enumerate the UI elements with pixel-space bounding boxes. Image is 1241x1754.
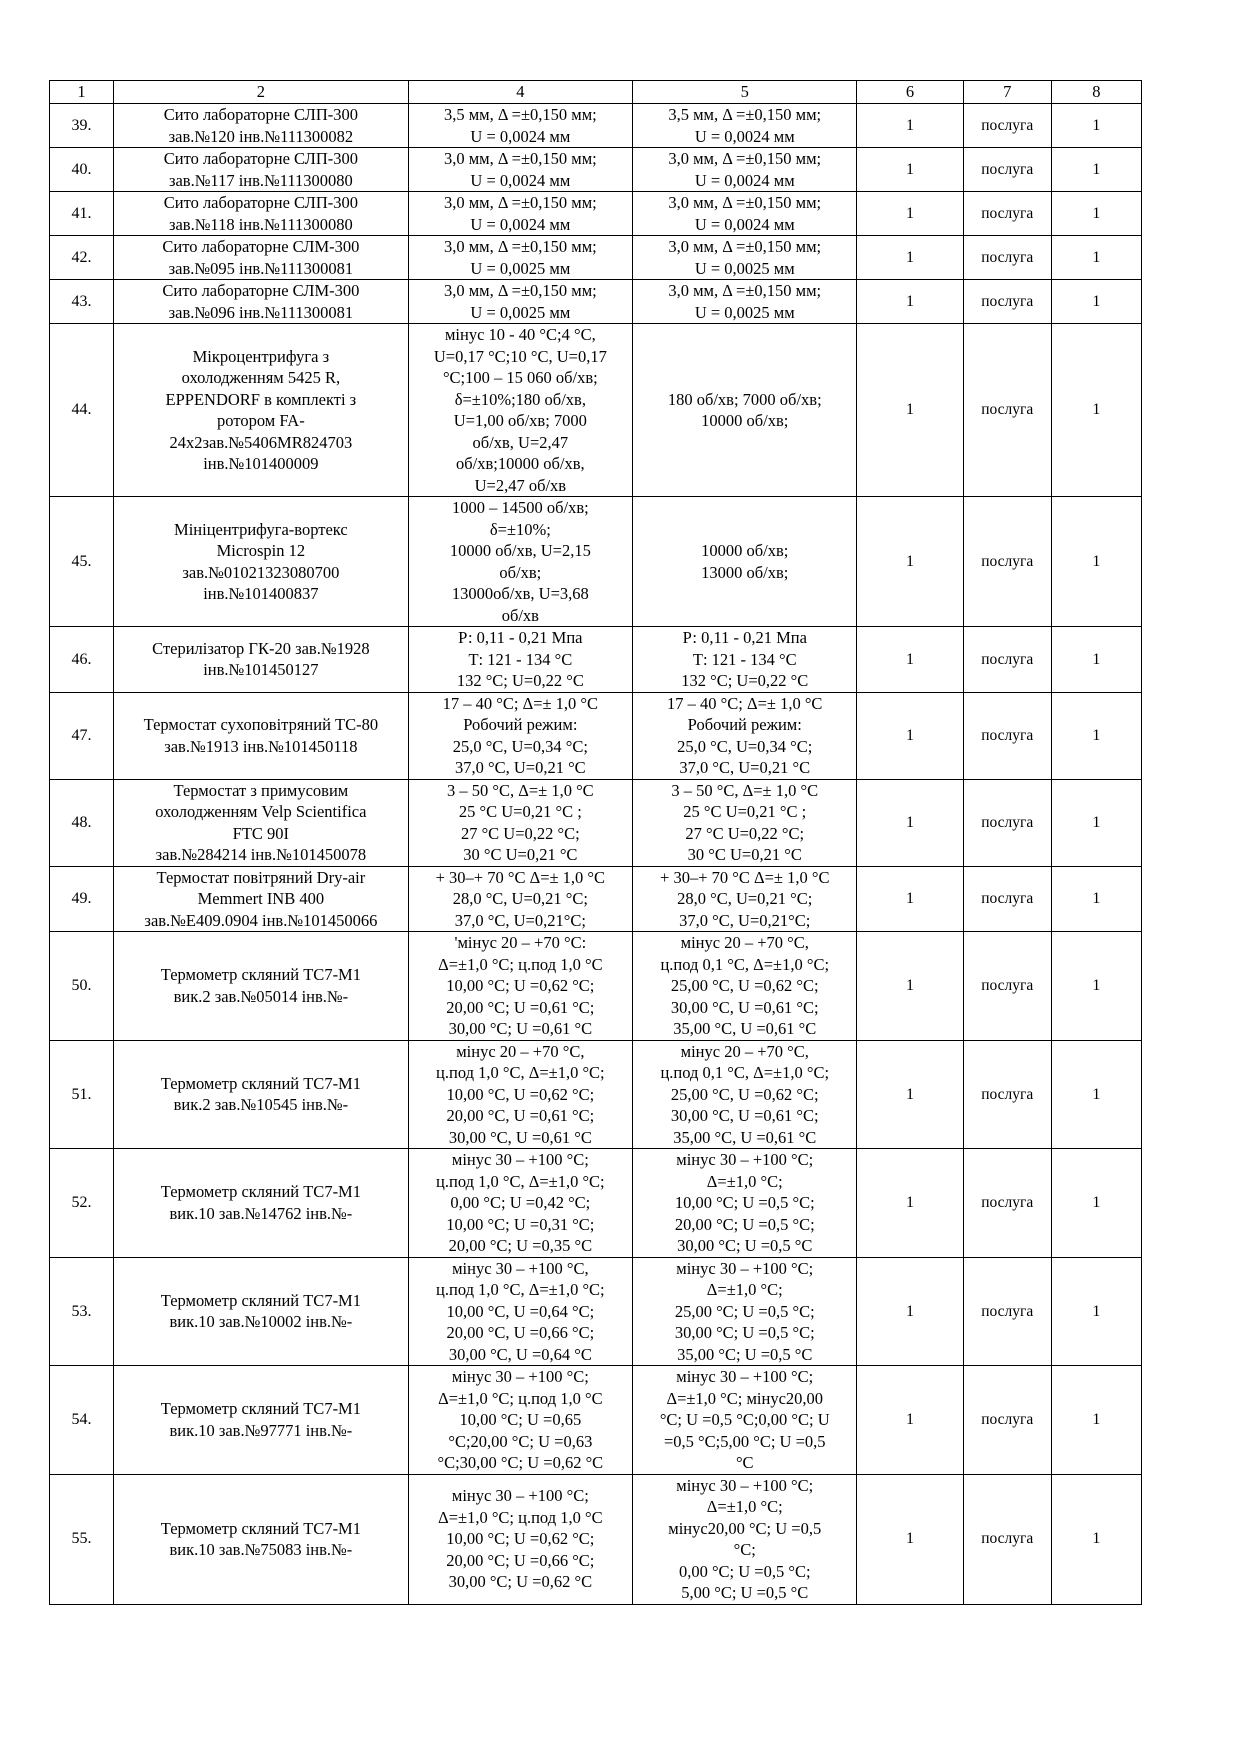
calibration-spec: 180 об/хв; 7000 об/хв; 10000 об/хв;	[633, 324, 857, 497]
count: 1	[1051, 1366, 1141, 1475]
range-spec: мінус 30 – +100 °С, ц.под 1,0 °С, Δ=±1,0 °С; 10,00 °С, U =0,64 °С; 20,00 °С, U =0,66 °С; 30,00 °С, U =0,64 °С	[408, 1257, 632, 1366]
count: 1	[1051, 779, 1141, 866]
service-type: послуга	[963, 192, 1051, 236]
calibration-spec: 3,5 мм, Δ =±0,150 мм; U = 0,0024 мм	[633, 104, 857, 148]
service-type: послуга	[963, 692, 1051, 779]
row-number: 50.	[50, 932, 114, 1041]
service-type: послуга	[963, 236, 1051, 280]
service-type: послуга	[963, 627, 1051, 693]
calibration-spec: 10000 об/хв; 13000 об/хв;	[633, 497, 857, 627]
table-row	[50, 148, 1142, 192]
row-number: 48.	[50, 779, 114, 866]
equipment-name: Сито лабораторне СЛМ-300 зав.№095 інв.№111300081	[114, 236, 409, 280]
table-row	[50, 236, 1142, 280]
quantity: 1	[857, 779, 963, 866]
service-type: послуга	[963, 1257, 1051, 1366]
row-number: 43.	[50, 280, 114, 324]
range-spec: Р: 0,11 - 0,21 Мпа Т: 121 - 134 °С 132 °С; U=0,22 °С	[408, 627, 632, 693]
count: 1	[1051, 1040, 1141, 1149]
header-cell: 6	[857, 81, 963, 104]
quantity: 1	[857, 324, 963, 497]
range-spec: 17 – 40 °С; Δ=± 1,0 °С Робочий режим: 25,0 °С, U=0,34 °С; 37,0 °С, U=0,21 °С	[408, 692, 632, 779]
service-type: послуга	[963, 280, 1051, 324]
row-number: 52.	[50, 1149, 114, 1258]
equipment-name: Термометр скляний ТС7-М1 вик.2 зав.№10545 інв.№-	[114, 1040, 409, 1149]
table-row	[50, 104, 1142, 148]
service-type: послуга	[963, 104, 1051, 148]
count: 1	[1051, 1257, 1141, 1366]
row-number: 39.	[50, 104, 114, 148]
header-row	[50, 81, 1142, 104]
quantity: 1	[857, 104, 963, 148]
service-type: послуга	[963, 1149, 1051, 1258]
calibration-spec: 3 – 50 °С, Δ=± 1,0 °С 25 °С U=0,21 °С ; 27 °С U=0,22 °С; 30 °С U=0,21 °С	[633, 779, 857, 866]
table-row	[50, 1257, 1142, 1366]
calibration-spec: мінус 30 – +100 °С; Δ=±1,0 °С; мінус20,00 °С; U =0,5 °С;0,00 °С; U =0,5 °С;5,00 °С; U =0,5 °С	[633, 1366, 857, 1475]
quantity: 1	[857, 1366, 963, 1475]
quantity: 1	[857, 692, 963, 779]
row-number: 44.	[50, 324, 114, 497]
count: 1	[1051, 1474, 1141, 1604]
range-spec: 'мінус 20 – +70 °С: Δ=±1,0 °С; ц.под 1,0 °С 10,00 °С; U =0,62 °С; 20,00 °С; U =0,61 °С; 30,00 °С; U =0,61 °С	[408, 932, 632, 1041]
header-cell: 1	[50, 81, 114, 104]
range-spec: мінус 10 - 40 °С;4 °С, U=0,17 °С;10 °С, U=0,17 °С;100 – 15 060 об/хв; δ=±10%;180 об/хв, U=1,00 об/хв; 7000 об/хв, U=2,47 об/хв;10000 об/хв, U=2,47 об/хв	[408, 324, 632, 497]
row-number: 42.	[50, 236, 114, 280]
table-row	[50, 866, 1142, 932]
range-spec: + 30–+ 70 °С Δ=± 1,0 °С 28,0 °С, U=0,21 °С; 37,0 °С, U=0,21°С;	[408, 866, 632, 932]
range-spec: 1000 – 14500 об/хв; δ=±10%; 10000 об/хв, U=2,15 об/хв; 13000об/хв, U=3,68 об/хв	[408, 497, 632, 627]
row-number: 45.	[50, 497, 114, 627]
equipment-name: Термостат сухоповітряний ТС-80 зав.№1913 інв.№101450118	[114, 692, 409, 779]
range-spec: 3,5 мм, Δ =±0,150 мм; U = 0,0024 мм	[408, 104, 632, 148]
count: 1	[1051, 692, 1141, 779]
count: 1	[1051, 497, 1141, 627]
calibration-spec: мінус 20 – +70 °С, ц.под 0,1 °С, Δ=±1,0 °С; 25,00 °С, U =0,62 °С; 30,00 °С, U =0,61 °С; 35,00 °С, U =0,61 °С	[633, 932, 857, 1041]
quantity: 1	[857, 1040, 963, 1149]
equipment-name: Термометр скляний ТС7-М1 вик.2 зав.№05014 інв.№-	[114, 932, 409, 1041]
quantity: 1	[857, 627, 963, 693]
count: 1	[1051, 627, 1141, 693]
row-number: 55.	[50, 1474, 114, 1604]
calibration-spec: 3,0 мм, Δ =±0,150 мм; U = 0,0025 мм	[633, 236, 857, 280]
equipment-name: Термометр скляний ТС7-М1 вик.10 зав.№10002 інв.№-	[114, 1257, 409, 1366]
row-number: 49.	[50, 866, 114, 932]
service-type: послуга	[963, 932, 1051, 1041]
calibration-spec: мінус 20 – +70 °С, ц.под 0,1 °С, Δ=±1,0 °С; 25,00 °С, U =0,62 °С; 30,00 °С, U =0,61 °С; 35,00 °С, U =0,61 °С	[633, 1040, 857, 1149]
row-number: 46.	[50, 627, 114, 693]
service-type: послуга	[963, 324, 1051, 497]
table-row	[50, 497, 1142, 627]
count: 1	[1051, 192, 1141, 236]
quantity: 1	[857, 497, 963, 627]
count: 1	[1051, 1149, 1141, 1258]
row-number: 51.	[50, 1040, 114, 1149]
table-row	[50, 932, 1142, 1041]
service-type: послуга	[963, 148, 1051, 192]
table-row	[50, 779, 1142, 866]
equipment-name: Термометр скляний ТС7-М1 вик.10 зав.№75083 інв.№-	[114, 1474, 409, 1604]
count: 1	[1051, 866, 1141, 932]
calibration-spec: 3,0 мм, Δ =±0,150 мм; U = 0,0025 мм	[633, 280, 857, 324]
quantity: 1	[857, 1257, 963, 1366]
equipment-name: Мікроцентрифуга з охолодженням 5425 R, EPPENDORF в комплекті з ротором FA- 24x2зав.№5406MR824703 інв.№101400009	[114, 324, 409, 497]
equipment-name: Термометр скляний ТС7-М1 вик.10 зав.№14762 інв.№-	[114, 1149, 409, 1258]
equipment-name: Сито лабораторне СЛП-300 зав.№120 інв.№111300082	[114, 104, 409, 148]
range-spec: мінус 20 – +70 °С, ц.под 1,0 °С, Δ=±1,0 °С; 10,00 °С, U =0,62 °С; 20,00 °С, U =0,61 °С; 30,00 °С, U =0,61 °С	[408, 1040, 632, 1149]
service-type: послуга	[963, 1366, 1051, 1475]
range-spec: 3 – 50 °С, Δ=± 1,0 °С 25 °С U=0,21 °С ; 27 °С U=0,22 °С; 30 °С U=0,21 °С	[408, 779, 632, 866]
service-type: послуга	[963, 497, 1051, 627]
equipment-name: Сито лабораторне СЛП-300 зав.№117 інв.№111300080	[114, 148, 409, 192]
table-row	[50, 1474, 1142, 1604]
quantity: 1	[857, 148, 963, 192]
range-spec: 3,0 мм, Δ =±0,150 мм; U = 0,0025 мм	[408, 280, 632, 324]
header-cell: 7	[963, 81, 1051, 104]
row-number: 53.	[50, 1257, 114, 1366]
count: 1	[1051, 236, 1141, 280]
service-type: послуга	[963, 1474, 1051, 1604]
calibration-spec: 17 – 40 °С; Δ=± 1,0 °С Робочий режим: 25,0 °С, U=0,34 °С; 37,0 °С, U=0,21 °С	[633, 692, 857, 779]
table-row	[50, 1040, 1142, 1149]
count: 1	[1051, 148, 1141, 192]
service-type: послуга	[963, 866, 1051, 932]
count: 1	[1051, 932, 1141, 1041]
table-row	[50, 1366, 1142, 1475]
equipment-name: Термостат повітряний Dry-air Memmert INB 400 зав.№E409.0904 інв.№101450066	[114, 866, 409, 932]
range-spec: мінус 30 – +100 °С; ц.под 1,0 °С, Δ=±1,0 °С; 0,00 °С; U =0,42 °С; 10,00 °С; U =0,31 °С; 20,00 °С; U =0,35 °С	[408, 1149, 632, 1258]
quantity: 1	[857, 866, 963, 932]
quantity: 1	[857, 236, 963, 280]
service-type: послуга	[963, 1040, 1051, 1149]
equipment-table	[49, 80, 1142, 1605]
quantity: 1	[857, 1474, 963, 1604]
range-spec: 3,0 мм, Δ =±0,150 мм; U = 0,0024 мм	[408, 192, 632, 236]
range-spec: 3,0 мм, Δ =±0,150 мм; U = 0,0024 мм	[408, 148, 632, 192]
quantity: 1	[857, 932, 963, 1041]
calibration-spec: мінус 30 – +100 °С; Δ=±1,0 °С; 25,00 °С; U =0,5 °С; 30,00 °С; U =0,5 °С; 35,00 °С; U =0,5 °С	[633, 1257, 857, 1366]
count: 1	[1051, 324, 1141, 497]
header-cell: 8	[1051, 81, 1141, 104]
equipment-name: Термостат з примусовим охолодженням Velp Scientifica FTC 90I зав.№284214 інв.№101450078	[114, 779, 409, 866]
calibration-spec: 3,0 мм, Δ =±0,150 мм; U = 0,0024 мм	[633, 148, 857, 192]
row-number: 41.	[50, 192, 114, 236]
table-row	[50, 280, 1142, 324]
table-row	[50, 692, 1142, 779]
table-row	[50, 1149, 1142, 1258]
equipment-name: Сито лабораторне СЛП-300 зав.№118 інв.№111300080	[114, 192, 409, 236]
calibration-spec: мінус 30 – +100 °С; Δ=±1,0 °С; мінус20,00 °С; U =0,5 °С; 0,00 °С; U =0,5 °С; 5,00 °С; U =0,5 °С	[633, 1474, 857, 1604]
table-row	[50, 627, 1142, 693]
count: 1	[1051, 280, 1141, 324]
equipment-name: Мініцентрифуга-вортекс Microspin 12 зав.№01021323080700 інв.№101400837	[114, 497, 409, 627]
table-row	[50, 324, 1142, 497]
calibration-spec: + 30–+ 70 °С Δ=± 1,0 °С 28,0 °С, U=0,21 °С; 37,0 °С, U=0,21°С;	[633, 866, 857, 932]
range-spec: мінус 30 – +100 °С; Δ=±1,0 °С; ц.под 1,0 °С 10,00 °С; U =0,65 °С;20,00 °С; U =0,63 °С;30,00 °С; U =0,62 °С	[408, 1366, 632, 1475]
service-type: послуга	[963, 779, 1051, 866]
quantity: 1	[857, 192, 963, 236]
range-spec: мінус 30 – +100 °С; Δ=±1,0 °С; ц.под 1,0 °С 10,00 °С; U =0,62 °С; 20,00 °С; U =0,66 °С; 30,00 °С; U =0,62 °С	[408, 1474, 632, 1604]
count: 1	[1051, 104, 1141, 148]
row-number: 40.	[50, 148, 114, 192]
quantity: 1	[857, 280, 963, 324]
header-cell: 4	[408, 81, 632, 104]
quantity: 1	[857, 1149, 963, 1258]
equipment-name: Стерилізатор ГК-20 зав.№1928 інв.№101450127	[114, 627, 409, 693]
table-row	[50, 192, 1142, 236]
header-cell: 5	[633, 81, 857, 104]
range-spec: 3,0 мм, Δ =±0,150 мм; U = 0,0025 мм	[408, 236, 632, 280]
calibration-spec: Р: 0,11 - 0,21 Мпа Т: 121 - 134 °С 132 °С; U=0,22 °С	[633, 627, 857, 693]
row-number: 54.	[50, 1366, 114, 1475]
header-cell: 2	[114, 81, 409, 104]
equipment-name: Сито лабораторне СЛМ-300 зав.№096 інв.№111300081	[114, 280, 409, 324]
calibration-spec: 3,0 мм, Δ =±0,150 мм; U = 0,0024 мм	[633, 192, 857, 236]
equipment-name: Термометр скляний ТС7-М1 вик.10 зав.№97771 інв.№-	[114, 1366, 409, 1475]
calibration-spec: мінус 30 – +100 °С; Δ=±1,0 °С; 10,00 °С; U =0,5 °С; 20,00 °С; U =0,5 °С; 30,00 °С; U =0,5 °С	[633, 1149, 857, 1258]
row-number: 47.	[50, 692, 114, 779]
